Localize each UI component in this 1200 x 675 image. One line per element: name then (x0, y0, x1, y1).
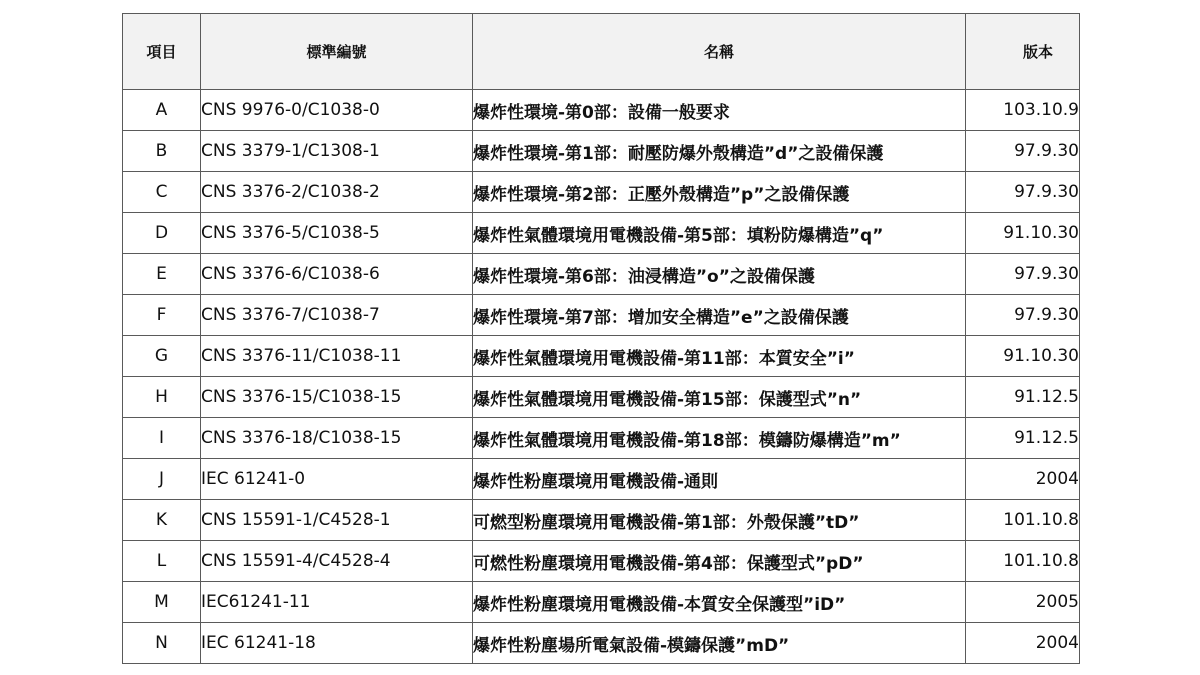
cell-version: 91.12.5 (966, 418, 1080, 459)
cell-standard-number: CNS 3376-7/C1038-7 (201, 295, 473, 336)
cell-name: 爆炸性氣體環境用電機設備-第15部：保護型式”n” (473, 377, 966, 418)
cell-name: 爆炸性氣體環境用電機設備-第11部：本質安全”i” (473, 336, 966, 377)
cell-version: 97.9.30 (966, 254, 1080, 295)
cell-version: 2005 (966, 582, 1080, 623)
cell-item: K (123, 500, 201, 541)
cell-version: 103.10.9 (966, 90, 1080, 131)
table-row (123, 500, 1080, 541)
table-header (123, 14, 1080, 90)
table-row (123, 377, 1080, 418)
cell-version: 97.9.30 (966, 131, 1080, 172)
cell-version: 101.10.8 (966, 500, 1080, 541)
cell-standard-number: CNS 3376-5/C1038-5 (201, 213, 473, 254)
cell-item: G (123, 336, 201, 377)
cell-standard-number: CNS 3376-18/C1038-15 (201, 418, 473, 459)
header-item: 項目 (123, 14, 201, 90)
cell-standard-number: CNS 3376-11/C1038-11 (201, 336, 473, 377)
cell-standard-number: CNS 3379-1/C1308-1 (201, 131, 473, 172)
header-row (123, 14, 1080, 90)
cell-name: 爆炸性粉塵環境用電機設備-通則 (473, 459, 966, 500)
cell-item: H (123, 377, 201, 418)
table-row (123, 295, 1080, 336)
cell-item: L (123, 541, 201, 582)
header-version: 版本 (966, 14, 1080, 90)
table-row (123, 172, 1080, 213)
cell-name: 爆炸性氣體環境用電機設備-第5部：填粉防爆構造”q” (473, 213, 966, 254)
cell-version: 2004 (966, 623, 1080, 664)
cell-item: N (123, 623, 201, 664)
cell-standard-number: IEC 61241-18 (201, 623, 473, 664)
cell-name: 爆炸性環境-第6部：油浸構造”o”之設備保護 (473, 254, 966, 295)
cell-name: 可燃性粉塵環境用電機設備-第4部：保護型式”pD” (473, 541, 966, 582)
cell-version: 91.10.30 (966, 336, 1080, 377)
cell-item: J (123, 459, 201, 500)
cell-version: 91.12.5 (966, 377, 1080, 418)
table-row (123, 131, 1080, 172)
table-row (123, 582, 1080, 623)
cell-version: 2004 (966, 459, 1080, 500)
cell-version: 97.9.30 (966, 295, 1080, 336)
cell-name: 爆炸性粉塵場所電氣設備-模鑄保護”mD” (473, 623, 966, 664)
cell-standard-number: IEC61241-11 (201, 582, 473, 623)
cell-version: 91.10.30 (966, 213, 1080, 254)
table-row (123, 254, 1080, 295)
cell-name: 爆炸性環境-第0部：設備一般要求 (473, 90, 966, 131)
table-row (123, 459, 1080, 500)
cell-standard-number: CNS 3376-6/C1038-6 (201, 254, 473, 295)
cell-item: D (123, 213, 201, 254)
cell-item: I (123, 418, 201, 459)
cell-standard-number: CNS 3376-15/C1038-15 (201, 377, 473, 418)
cell-item: M (123, 582, 201, 623)
cell-name: 爆炸性環境-第2部：正壓外殼構造”p”之設備保護 (473, 172, 966, 213)
table-row (123, 623, 1080, 664)
cell-name: 爆炸性粉塵環境用電機設備-本質安全保護型”iD” (473, 582, 966, 623)
cell-item: A (123, 90, 201, 131)
table-row (123, 418, 1080, 459)
cell-version: 97.9.30 (966, 172, 1080, 213)
standards-table (122, 13, 1080, 664)
cell-standard-number: CNS 9976-0/C1038-0 (201, 90, 473, 131)
cell-name: 爆炸性環境-第1部：耐壓防爆外殼構造”d”之設備保護 (473, 131, 966, 172)
header-name: 名稱 (473, 14, 966, 90)
cell-name: 可燃型粉塵環境用電機設備-第1部：外殼保護”tD” (473, 500, 966, 541)
cell-standard-number: CNS 15591-4/C4528-4 (201, 541, 473, 582)
cell-standard-number: CNS 3376-2/C1038-2 (201, 172, 473, 213)
cell-standard-number: IEC 61241-0 (201, 459, 473, 500)
header-standard-number: 標準編號 (201, 14, 473, 90)
cell-item: C (123, 172, 201, 213)
cell-item: E (123, 254, 201, 295)
cell-item: F (123, 295, 201, 336)
table-row (123, 90, 1080, 131)
cell-version: 101.10.8 (966, 541, 1080, 582)
cell-standard-number: CNS 15591-1/C4528-1 (201, 500, 473, 541)
cell-item: B (123, 131, 201, 172)
cell-name: 爆炸性氣體環境用電機設備-第18部：模鑄防爆構造”m” (473, 418, 966, 459)
table-row (123, 213, 1080, 254)
table-row (123, 541, 1080, 582)
cell-name: 爆炸性環境-第7部：增加安全構造”e”之設備保護 (473, 295, 966, 336)
table-row (123, 336, 1080, 377)
table-body (123, 90, 1080, 664)
